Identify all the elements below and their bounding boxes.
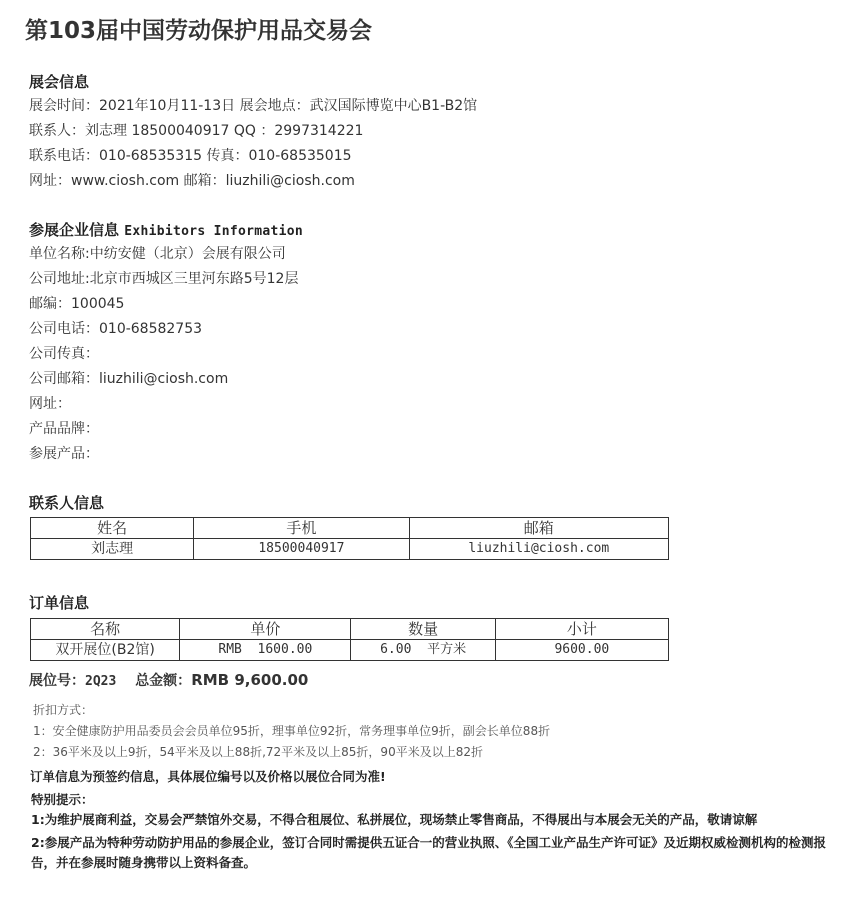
contact-mobile-cell: 18500040917 bbox=[194, 539, 409, 560]
company-address: 公司地址:北京市西城区三里河东路5号12层 bbox=[29, 271, 299, 287]
exhibitor-info-block bbox=[29, 242, 829, 467]
contact-table-header bbox=[31, 518, 669, 539]
exhibitor-info-heading-en: Exhibitors Information bbox=[124, 224, 304, 239]
special-notice-item-1: 1:为维护展商利益，交易会严禁馆外交易，不得合租展位、私拼展位，现场禁止零售商品，不得展出与本展会无关的产品，敬请谅解 bbox=[31, 812, 758, 827]
product-brand: 产品品牌： bbox=[29, 421, 99, 437]
table-row bbox=[31, 640, 669, 661]
order-quantity-cell: 6.00 平方米 bbox=[351, 640, 495, 661]
order-col-subtotal: 小计 bbox=[495, 619, 668, 640]
discount-item-2: 2：36平米及以上9折，54平米及以上88折,72平米及以上85折，90平米及以上82折 bbox=[33, 745, 483, 759]
exhibition-contact-person: 联系人：刘志理 18500040917 QQ ：2997314221 bbox=[29, 123, 364, 139]
order-unit-price-cell: RMB 1600.00 bbox=[180, 640, 351, 661]
page-title: 第103届中国劳动保护用品交易会 bbox=[25, 18, 373, 44]
booth-number-label: 展位号： bbox=[29, 673, 85, 689]
exhibition-time-location: 展会时间：2021年10月11-13日 展会地点：武汉国际博览中心B1-B2馆 bbox=[29, 98, 478, 114]
order-col-name: 名称 bbox=[31, 619, 180, 640]
discount-block bbox=[33, 700, 550, 763]
exhibition-info-heading: 展会信息 bbox=[29, 73, 90, 91]
company-email: 公司邮箱：liuzhili@ciosh.com bbox=[29, 371, 229, 387]
exhibition-phone-fax: 联系电话：010-68535315 传真：010-68535015 bbox=[29, 148, 352, 164]
order-col-unit-price: 单价 bbox=[180, 619, 351, 640]
contact-col-email: 邮箱 bbox=[409, 518, 668, 539]
contact-info-heading: 联系人信息 bbox=[29, 494, 105, 512]
contact-email-cell: liuzhili@ciosh.com bbox=[409, 539, 668, 560]
contact-table bbox=[30, 517, 669, 560]
order-subtotal-cell: 9600.00 bbox=[495, 640, 668, 661]
special-notice-heading: 特别提示： bbox=[31, 792, 94, 807]
company-fax: 公司传真： bbox=[29, 346, 99, 362]
discount-item-1: 1：安全健康防护用品委员会会员单位95折，理事单位92折，常务理事单位9折，副会长单位88折 bbox=[33, 724, 551, 738]
exhibited-products: 参展产品： bbox=[29, 446, 99, 462]
exhibitor-info-heading-cn: 参展企业信息 bbox=[29, 221, 120, 239]
special-notice-item-2: 2:参展产品为特种劳动防护用品的参展企业，签订合同时需提供五证合一的营业执照、《全国工业产品生产许可证》及近期权威检测机构的检测报告，并在参展时随身携带以上资料备查。 bbox=[31, 835, 826, 870]
order-table-header bbox=[31, 619, 669, 640]
order-summary bbox=[29, 670, 308, 690]
table-row bbox=[31, 539, 669, 560]
exhibition-website-email: 网址：www.ciosh.com 邮箱：liuzhili@ciosh.com bbox=[29, 173, 355, 189]
order-table bbox=[30, 618, 669, 661]
exhibitor-info-heading bbox=[29, 219, 303, 240]
pre-sign-note: 订单信息为预签约信息，具体展位编号以及价格以展位合同为准! bbox=[30, 769, 386, 784]
order-col-quantity: 数量 bbox=[351, 619, 495, 640]
company-postcode: 邮编：100045 bbox=[29, 296, 125, 312]
total-amount-label: 总金额： bbox=[135, 673, 192, 689]
company-website: 网址： bbox=[29, 396, 71, 412]
booth-number-value: 2Q23 bbox=[85, 674, 117, 689]
special-notice-block bbox=[31, 790, 831, 876]
discount-heading: 折扣方式： bbox=[33, 703, 94, 717]
company-phone: 公司电话：010-68582753 bbox=[29, 321, 203, 337]
total-amount-value: RMB 9,600.00 bbox=[191, 671, 309, 689]
contact-col-mobile: 手机 bbox=[194, 518, 409, 539]
exhibition-info-block bbox=[29, 94, 829, 194]
contact-col-name: 姓名 bbox=[31, 518, 194, 539]
contact-name-cell: 刘志理 bbox=[31, 539, 194, 560]
company-name: 单位名称:中纺安健（北京）会展有限公司 bbox=[29, 246, 286, 262]
order-item-name-cell: 双开展位(B2馆) bbox=[31, 640, 180, 661]
order-info-heading: 订单信息 bbox=[29, 594, 90, 612]
